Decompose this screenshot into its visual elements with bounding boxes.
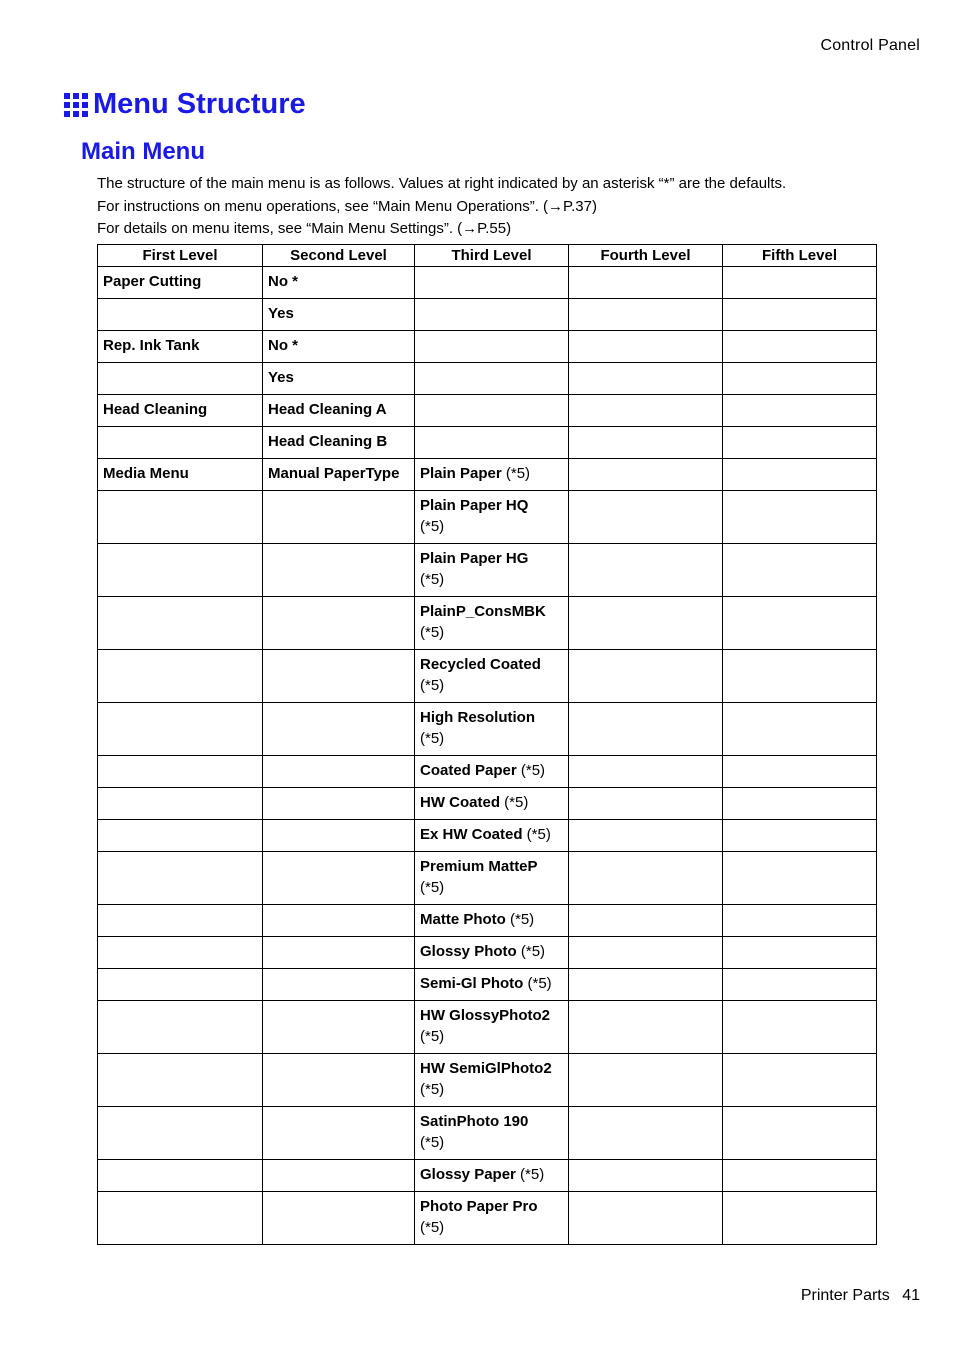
second-level-cell <box>263 267 415 299</box>
fourth-level-cell <box>569 331 723 363</box>
fifth-level-cell <box>723 756 877 788</box>
third-level-cell <box>415 267 569 299</box>
first-level-cell <box>98 1107 263 1160</box>
third-level-cell <box>415 597 569 650</box>
footnote-ref: (*5) <box>515 1166 545 1183</box>
table-row <box>98 788 877 820</box>
third-level-text: PlainP_ConsMBK <box>420 603 546 620</box>
table-row <box>98 1054 877 1107</box>
fourth-level-cell <box>569 852 723 905</box>
first-level-cell <box>98 650 263 703</box>
footnote-ref: (*5) <box>420 1081 445 1098</box>
first-level-cell <box>98 1192 263 1245</box>
footnote-ref: (*5) <box>420 730 445 747</box>
footer-section: Printer Parts <box>800 1287 890 1304</box>
page-number: 41 <box>902 1287 920 1304</box>
fifth-level-cell <box>723 491 877 544</box>
second-level-cell-text: Yes <box>268 369 294 386</box>
third-level-cell <box>415 905 569 937</box>
fourth-level-cell <box>569 544 723 597</box>
second-level-cell <box>263 427 415 459</box>
third-level-cell <box>415 937 569 969</box>
table-row <box>98 1001 877 1054</box>
third-level-cell <box>415 1054 569 1107</box>
third-level-cell <box>415 852 569 905</box>
fifth-level-cell <box>723 650 877 703</box>
table-row <box>98 395 877 427</box>
first-level-cell <box>98 597 263 650</box>
third-level-cell <box>415 703 569 756</box>
fifth-level-cell <box>723 703 877 756</box>
third-level-cell <box>415 459 569 491</box>
intro-line: For details on menu items, see “Main Menu Settings”. (→P.55) <box>97 220 512 237</box>
second-level-cell <box>263 491 415 544</box>
first-level-cell <box>98 331 263 363</box>
first-level-cell <box>98 703 263 756</box>
first-level-cell <box>98 1001 263 1054</box>
third-level-text: SatinPhoto 190 <box>420 1113 529 1130</box>
first-level-cell-text: Paper Cutting <box>103 273 202 290</box>
table-header-row <box>98 245 877 267</box>
second-level-cell <box>263 544 415 597</box>
second-level-cell <box>263 852 415 905</box>
second-level-cell <box>263 905 415 937</box>
intro-line: For instructions on menu operations, see “Main Menu Operations”. (→P.37) <box>97 197 597 215</box>
third-level-cell <box>415 820 569 852</box>
fifth-level-cell <box>723 395 877 427</box>
second-level-cell-text: Manual PaperType <box>268 465 400 482</box>
first-level-cell <box>98 427 263 459</box>
table-row <box>98 1107 877 1160</box>
footnote-ref: (*5) <box>420 518 445 535</box>
table-row <box>98 597 877 650</box>
table-row <box>98 267 877 299</box>
first-level-cell <box>98 937 263 969</box>
third-level-text: High Resolution <box>420 709 535 726</box>
third-level-text: Glossy Paper <box>420 1166 516 1183</box>
third-level-cell <box>415 363 569 395</box>
menu-structure-table <box>97 244 877 1245</box>
third-level-cell <box>415 331 569 363</box>
fifth-level-cell <box>723 1001 877 1054</box>
third-level-cell <box>415 788 569 820</box>
table-row <box>98 820 877 852</box>
first-level-cell <box>98 1054 263 1107</box>
first-level-cell <box>98 459 263 491</box>
third-level-text: Ex HW Coated <box>420 826 523 843</box>
third-level-text: Glossy Photo <box>420 943 517 960</box>
second-level-cell <box>263 395 415 427</box>
first-level-cell-text: Rep. Ink Tank <box>103 337 200 354</box>
third-level-text: HW SemiGlPhoto2 <box>420 1060 552 1077</box>
fourth-level-cell <box>569 395 723 427</box>
second-level-cell-text: Head Cleaning A <box>268 401 387 418</box>
page-title: Menu Structure <box>93 88 306 120</box>
third-level-cell <box>415 756 569 788</box>
fourth-level-cell <box>569 491 723 544</box>
fourth-level-cell <box>569 788 723 820</box>
table-body <box>98 267 877 1245</box>
table-row <box>98 331 877 363</box>
footnote-ref: (*5) <box>505 911 535 928</box>
second-level-cell-text: Head Cleaning B <box>268 433 388 450</box>
third-level-text: HW Coated <box>420 794 500 811</box>
fifth-level-cell <box>723 427 877 459</box>
running-footer <box>793 1287 920 1305</box>
fourth-level-cell <box>569 1107 723 1160</box>
second-level-cell <box>263 331 415 363</box>
third-level-cell <box>415 1001 569 1054</box>
third-level-cell <box>415 1107 569 1160</box>
footnote-ref: (*5) <box>501 465 531 482</box>
column-header: Fifth Level <box>723 245 877 267</box>
footnote-ref: (*5) <box>420 1219 445 1236</box>
table-row <box>98 1192 877 1245</box>
first-level-cell <box>98 820 263 852</box>
fifth-level-cell <box>723 905 877 937</box>
second-level-cell <box>263 1107 415 1160</box>
third-level-cell <box>415 395 569 427</box>
table-row <box>98 1160 877 1192</box>
third-level-cell <box>415 427 569 459</box>
first-level-cell <box>98 1160 263 1192</box>
column-header: Fourth Level <box>569 245 723 267</box>
fifth-level-cell <box>723 937 877 969</box>
third-level-cell <box>415 491 569 544</box>
first-level-cell <box>98 756 263 788</box>
column-header: Third Level <box>415 245 569 267</box>
table-row <box>98 427 877 459</box>
footnote-ref: (*5) <box>516 762 546 779</box>
fifth-level-cell <box>723 1107 877 1160</box>
footnote-ref: (*5) <box>420 1134 445 1151</box>
second-level-cell-text: No * <box>268 337 298 354</box>
fifth-level-cell <box>723 788 877 820</box>
footnote-ref: (*5) <box>420 677 445 694</box>
fourth-level-cell <box>569 459 723 491</box>
second-level-cell <box>263 788 415 820</box>
running-header: Control Panel <box>820 37 920 54</box>
first-level-cell <box>98 267 263 299</box>
fourth-level-cell <box>569 1001 723 1054</box>
footnote-ref: (*5) <box>516 943 546 960</box>
table-row <box>98 299 877 331</box>
third-level-text: Matte Photo <box>420 911 506 928</box>
fifth-level-cell <box>723 544 877 597</box>
fourth-level-cell <box>569 1160 723 1192</box>
second-level-cell <box>263 459 415 491</box>
footnote-ref: (*5) <box>420 1028 445 1045</box>
column-header: Second Level <box>263 245 415 267</box>
first-level-cell <box>98 491 263 544</box>
page-title-row <box>64 88 306 121</box>
section-title: Main Menu <box>81 138 205 165</box>
second-level-cell <box>263 650 415 703</box>
second-level-cell <box>263 299 415 331</box>
third-level-cell <box>415 299 569 331</box>
table-row <box>98 905 877 937</box>
fifth-level-cell <box>723 1160 877 1192</box>
third-level-text: HW GlossyPhoto2 <box>420 1007 551 1024</box>
second-level-cell-text: Yes <box>268 305 294 322</box>
third-level-cell <box>415 1160 569 1192</box>
first-level-cell <box>98 544 263 597</box>
fourth-level-cell <box>569 905 723 937</box>
footnote-ref: (*5) <box>420 879 445 896</box>
fifth-level-cell <box>723 1054 877 1107</box>
third-level-cell <box>415 544 569 597</box>
table-row <box>98 937 877 969</box>
third-level-cell <box>415 650 569 703</box>
fourth-level-cell <box>569 650 723 703</box>
second-level-cell <box>263 1192 415 1245</box>
table-row <box>98 459 877 491</box>
fifth-level-cell <box>723 852 877 905</box>
third-level-text: Premium MatteP <box>420 858 538 875</box>
fifth-level-cell <box>723 597 877 650</box>
first-level-cell-text: Head Cleaning <box>103 401 208 418</box>
fourth-level-cell <box>569 597 723 650</box>
intro-text <box>97 173 786 241</box>
table-row <box>98 491 877 544</box>
fourth-level-cell <box>569 427 723 459</box>
footnote-ref: (*5) <box>522 826 551 843</box>
column-header: First Level <box>98 245 263 267</box>
third-level-text: Coated Paper <box>420 762 517 779</box>
table-row <box>98 544 877 597</box>
table-row <box>98 363 877 395</box>
table-row <box>98 703 877 756</box>
second-level-cell <box>263 969 415 1001</box>
third-level-cell <box>415 1192 569 1245</box>
third-level-text: Recycled Coated <box>420 656 541 673</box>
second-level-cell <box>263 937 415 969</box>
fifth-level-cell <box>723 363 877 395</box>
first-level-cell <box>98 395 263 427</box>
fourth-level-cell <box>569 1054 723 1107</box>
fifth-level-cell <box>723 299 877 331</box>
fifth-level-cell <box>723 969 877 1001</box>
fourth-level-cell <box>569 969 723 1001</box>
third-level-cell <box>415 969 569 1001</box>
table-row <box>98 650 877 703</box>
fourth-level-cell <box>569 363 723 395</box>
fourth-level-cell <box>569 267 723 299</box>
first-level-cell <box>98 969 263 1001</box>
third-level-text: Semi-Gl Photo <box>420 975 524 992</box>
footnote-ref: (*5) <box>420 624 445 641</box>
fifth-level-cell <box>723 459 877 491</box>
fourth-level-cell <box>569 820 723 852</box>
first-level-cell <box>98 363 263 395</box>
second-level-cell <box>263 820 415 852</box>
fourth-level-cell <box>569 756 723 788</box>
footnote-ref: (*5) <box>420 571 445 588</box>
second-level-cell-text: No * <box>268 273 298 290</box>
first-level-cell <box>98 299 263 331</box>
first-level-cell <box>98 852 263 905</box>
fifth-level-cell <box>723 820 877 852</box>
table-row <box>98 969 877 1001</box>
fifth-level-cell <box>723 331 877 363</box>
table-row <box>98 852 877 905</box>
table-row <box>98 756 877 788</box>
fourth-level-cell <box>569 299 723 331</box>
third-level-text: Plain Paper HQ <box>420 497 529 514</box>
first-level-cell <box>98 788 263 820</box>
second-level-cell <box>263 703 415 756</box>
fourth-level-cell <box>569 703 723 756</box>
fifth-level-cell <box>723 267 877 299</box>
footnote-ref: (*5) <box>500 794 529 811</box>
first-level-cell <box>98 905 263 937</box>
second-level-cell <box>263 1160 415 1192</box>
grid-icon <box>64 93 88 117</box>
second-level-cell <box>263 756 415 788</box>
intro-line: The structure of the main menu is as follows. Values at right indicated by an asterisk “*” are the defaults. <box>97 175 787 192</box>
fourth-level-cell <box>569 1192 723 1245</box>
third-level-text: Plain Paper <box>420 465 502 482</box>
second-level-cell <box>263 1054 415 1107</box>
footnote-ref: (*5) <box>523 975 552 992</box>
second-level-cell <box>263 597 415 650</box>
fifth-level-cell <box>723 1192 877 1245</box>
first-level-cell-text: Media Menu <box>103 465 189 482</box>
second-level-cell <box>263 363 415 395</box>
third-level-text: Plain Paper HG <box>420 550 529 567</box>
fourth-level-cell <box>569 937 723 969</box>
third-level-text: Photo Paper Pro <box>420 1198 538 1215</box>
second-level-cell <box>263 1001 415 1054</box>
